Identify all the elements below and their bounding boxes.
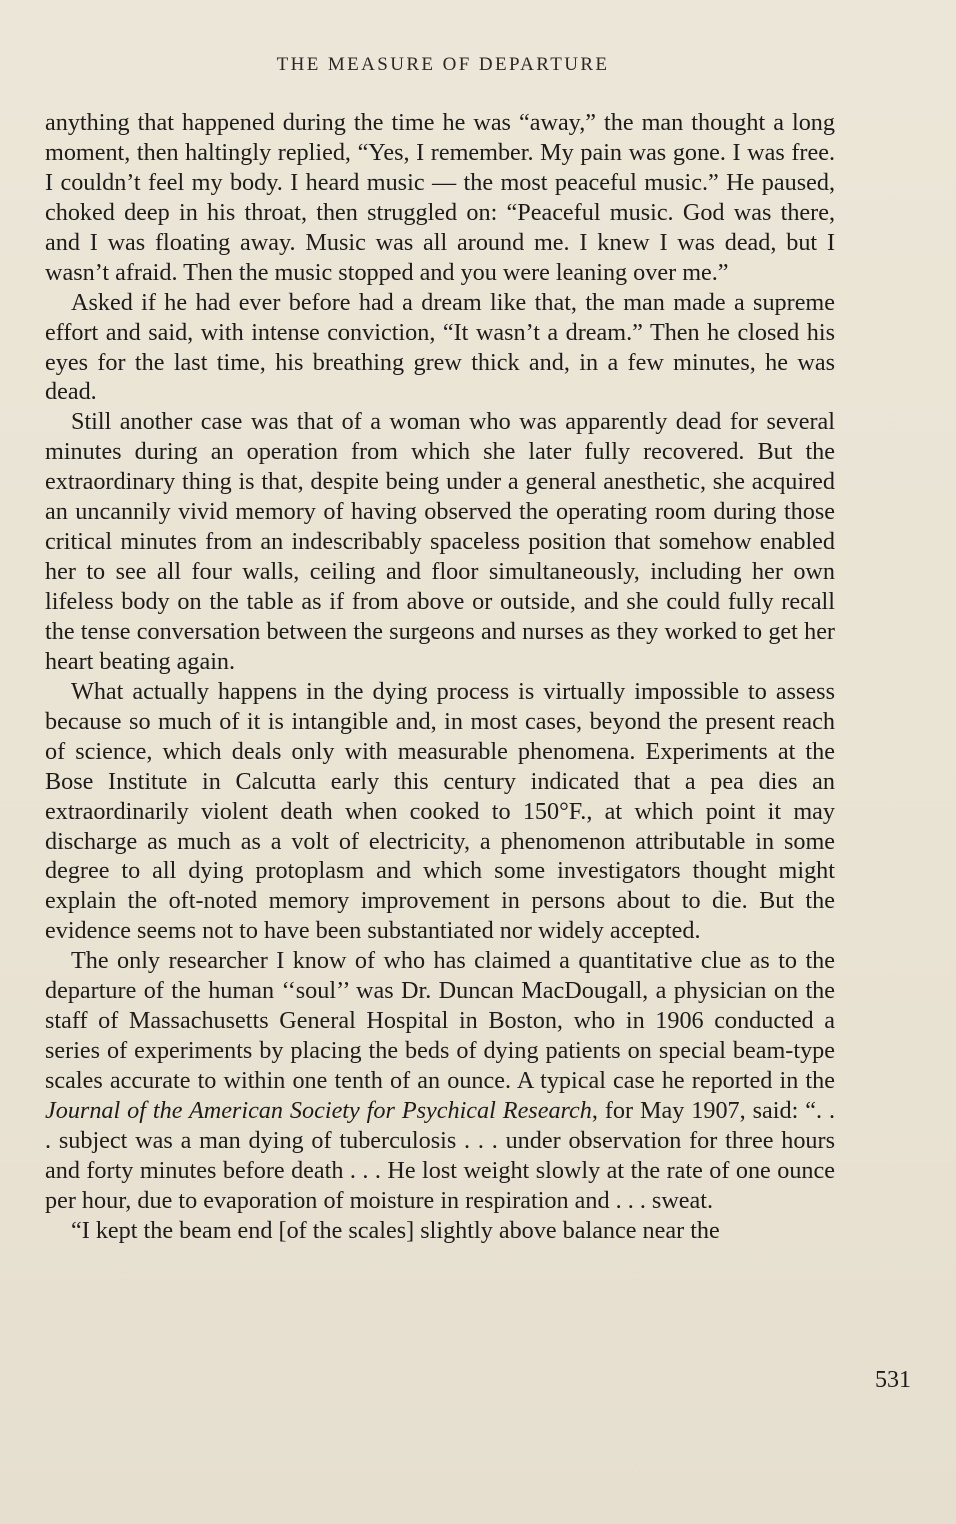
- paragraph-5-text-after: , for May 1907, said: “. . . subject was a man dying of tuberculosis . . . under observation for three hours and forty minutes before death . . . He lost weight slowly at the rate of one ounce per hour, due to evaporation of moisture in respiration and . . . sweat.: [45, 1096, 835, 1214]
- journal-title: Journal of the American Society for Psychical Research: [45, 1096, 592, 1124]
- paragraph-3: Still another case was that of a woman who was apparently dead for several minutes during an operation from which she later fully recovered. But the extraordinary thing is that, despite being under a general anesthetic, she acquired an uncannily vivid memory of having observed the operating room during those critical minutes from an indescribably spaceless position that somehow enabled her to see all four walls, ceiling and floor simultaneously, including her own lifeless body on the table as if from above or outside, and she could fully recall the tense conversation between the surgeons and nurses as they worked to get her heart beating again.: [45, 408, 835, 675]
- paragraph-1: anything that happened during the time he was “away,” the man thought a long moment, then haltingly replied, “Yes, I remember. My pain was gone. I was free. I couldn’t feel my body. I heard music — the most peaceful music.” He paused, choked deep in his throat, then struggled on: “Peaceful music. God was there, and I was floating away. Music was all around me. I knew I was dead, but I wasn’t afraid. Then the music stopped and you were leaning over me.”: [45, 109, 835, 286]
- paragraph-6: “I kept the beam end [of the scales] slightly above balance near the: [71, 1216, 720, 1244]
- paragraph-5-text-before: The only researcher I know of who has claimed a quantitative clue as to the departure of the human ‘‘soul’’ was Dr. Duncan MacDougall, a physician on the staff of Massachusetts General Hospital in Boston, who in 1906 conducted a series of experiments by placing the beds of dying patients on special beam-type scales accurate to within one tenth of an ounce. A typical case he reported in the: [45, 947, 835, 1094]
- paragraph-4: What actually happens in the dying process is virtually impossible to assess because so much of it is intangible and, in most cases, beyond the present reach of science, which deals only with measurable phenomena. Experiments at the Bose Institute in Calcutta early this century indicated that a pea dies an extraordinarily violent death when cooked to 150°F., at which point it may discharge as much as a volt of electricity, a phenomenon attributable in some degree to all dying protoplasm and which some investigators thought might explain the oft-noted memory improvement in persons about to die. But the evidence seems not to have been substantiated nor widely accepted.: [45, 677, 835, 945]
- running-head: THE MEASURE OF DEPARTURE: [276, 54, 610, 75]
- paragraph-5: [45, 946, 835, 1215]
- page-number: 531: [875, 1367, 911, 1393]
- paragraph-2: Asked if he had ever before had a dream like that, the man made a supreme effort and said, with intense conviction, “It wasn’t a dream.” Then he closed his eyes for the last time, his breathing grew thick and, in a few minutes, he was dead.: [45, 288, 835, 406]
- body-text: [45, 108, 835, 1246]
